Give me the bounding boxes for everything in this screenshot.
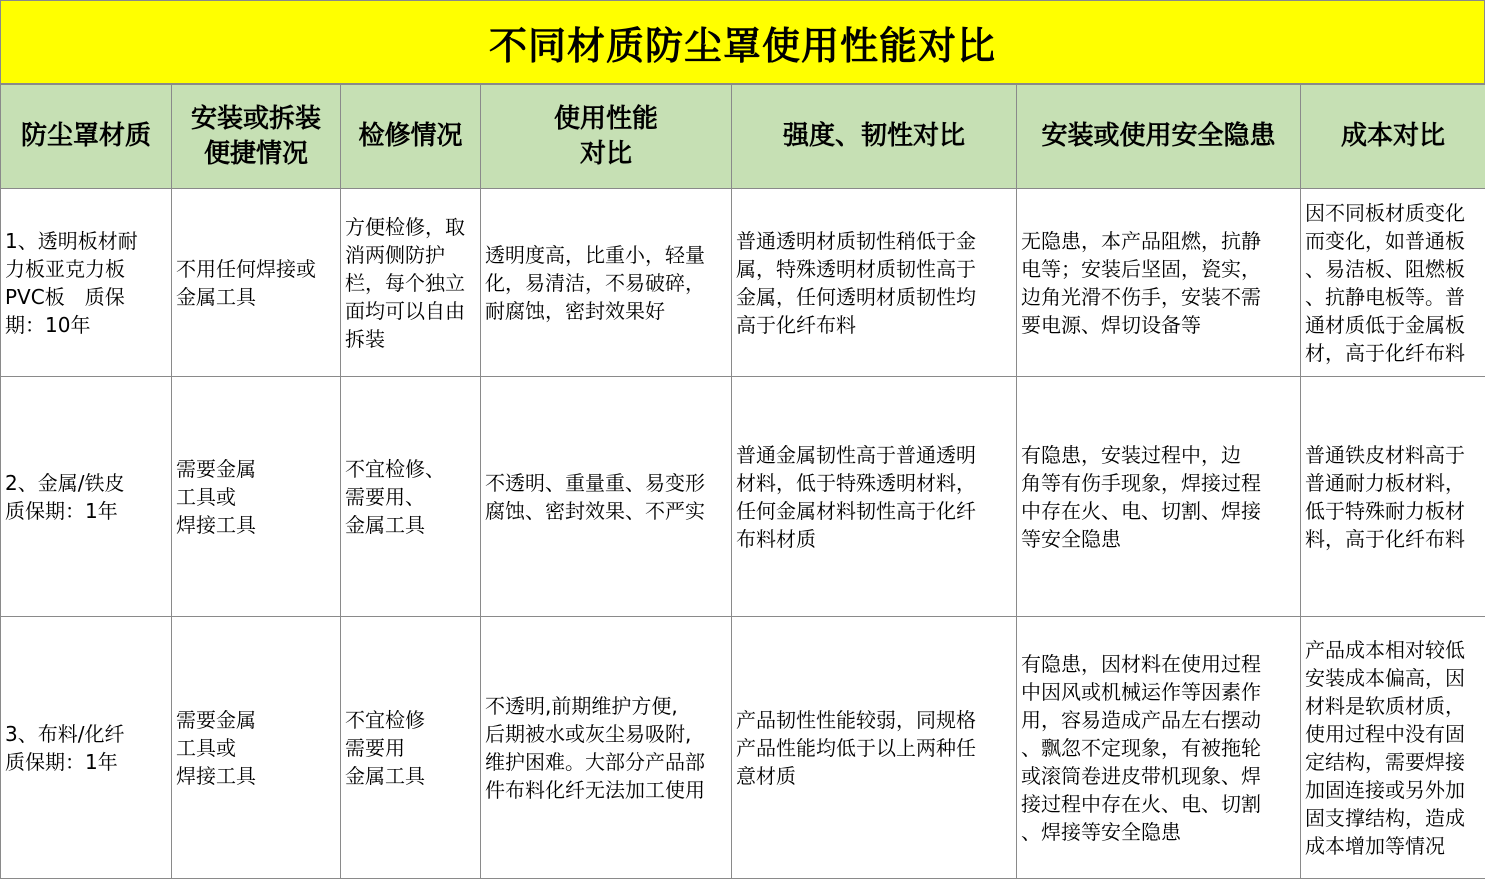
- cell-material[interactable]: 1、透明板材耐 力板亚克力板 PVC板 质保 期：10年: [1, 189, 172, 377]
- cell-safety[interactable]: 有隐患，安装过程中，边 角等有伤手现象，焊接过程 中存在火、电、切割、焊接 等安全隐患: [1017, 377, 1301, 617]
- header-install[interactable]: 安装或拆装 便捷情况: [172, 85, 341, 189]
- cell-safety[interactable]: 有隐患，因材料在使用过程 中因风或机械运作等因素作 用，容易造成产品左右摆动 、飘忽不定现象，有被拖轮 或滚筒卷进皮带机现象、焊 接过程中存在火、电、切割 、焊接等安全隐患: [1017, 617, 1301, 879]
- table-row: [1, 189, 1485, 377]
- header-row: [1, 85, 1485, 189]
- cell-performance[interactable]: 透明度高，比重小，轻量 化，易清洁，不易破碎， 耐腐蚀，密封效果好: [481, 189, 732, 377]
- table-row: [1, 617, 1485, 879]
- cell-cost[interactable]: 产品成本相对较低 安装成本偏高，因 材料是软质材质， 使用过程中没有固 定结构，需要焊接 加固连接或另外加 固支撑结构，造成 成本增加等情况: [1301, 617, 1485, 879]
- title-bar: [0, 0, 1485, 84]
- header-strength[interactable]: 强度、韧性对比: [732, 85, 1017, 189]
- cell-strength[interactable]: 产品韧性性能较弱，同规格 产品性能均低于以上两种任 意材质: [732, 617, 1017, 879]
- comparison-table: [0, 84, 1485, 879]
- page-title: 不同材质防尘罩使用性能对比: [489, 15, 996, 70]
- header-maintenance[interactable]: 检修情况: [341, 85, 481, 189]
- cell-install[interactable]: 需要金属 工具或 焊接工具: [172, 377, 341, 617]
- cell-performance[interactable]: 不透明,前期维护方便, 后期被水或灰尘易吸附, 维护困难。大部分产品部 件布料化纤无法加工使用: [481, 617, 732, 879]
- cell-strength[interactable]: 普通金属韧性高于普通透明 材料，低于特殊透明材料， 任何金属材料韧性高于化纤 布料材质: [732, 377, 1017, 617]
- cell-maintenance[interactable]: 不宜检修、 需要用、 金属工具: [341, 377, 481, 617]
- header-safety[interactable]: 安装或使用安全隐患: [1017, 85, 1301, 189]
- cell-install[interactable]: 不用任何焊接或 金属工具: [172, 189, 341, 377]
- cell-performance[interactable]: 不透明、重量重、易变形 腐蚀、密封效果、不严实: [481, 377, 732, 617]
- cell-material[interactable]: 2、金属/铁皮 质保期：1年: [1, 377, 172, 617]
- cell-material[interactable]: 3、布料/化纤 质保期：1年: [1, 617, 172, 879]
- table-row: [1, 377, 1485, 617]
- cell-safety[interactable]: 无隐患，本产品阻燃，抗静 电等；安装后坚固，瓷实， 边角光滑不伤手，安装不需 要电源、焊切设备等: [1017, 189, 1301, 377]
- cell-strength[interactable]: 普通透明材质韧性稍低于金 属，特殊透明材质韧性高于 金属，任何透明材质韧性均 高于化纤布料: [732, 189, 1017, 377]
- cell-maintenance[interactable]: 不宜检修 需要用 金属工具: [341, 617, 481, 879]
- cell-maintenance[interactable]: 方便检修，取 消两侧防护 栏，每个独立 面均可以自由 拆装: [341, 189, 481, 377]
- cell-cost[interactable]: 普通铁皮材料高于 普通耐力板材料， 低于特殊耐力板材 料，高于化纤布料: [1301, 377, 1485, 617]
- cell-install[interactable]: 需要金属 工具或 焊接工具: [172, 617, 341, 879]
- cell-cost[interactable]: 因不同板材质变化 而变化，如普通板 、易洁板、阻燃板 、抗静电板等。普 通材质低于金属板 材，高于化纤布料: [1301, 189, 1485, 377]
- header-performance[interactable]: 使用性能 对比: [481, 85, 732, 189]
- header-cost[interactable]: 成本对比: [1301, 85, 1485, 189]
- header-material[interactable]: 防尘罩材质: [1, 85, 172, 189]
